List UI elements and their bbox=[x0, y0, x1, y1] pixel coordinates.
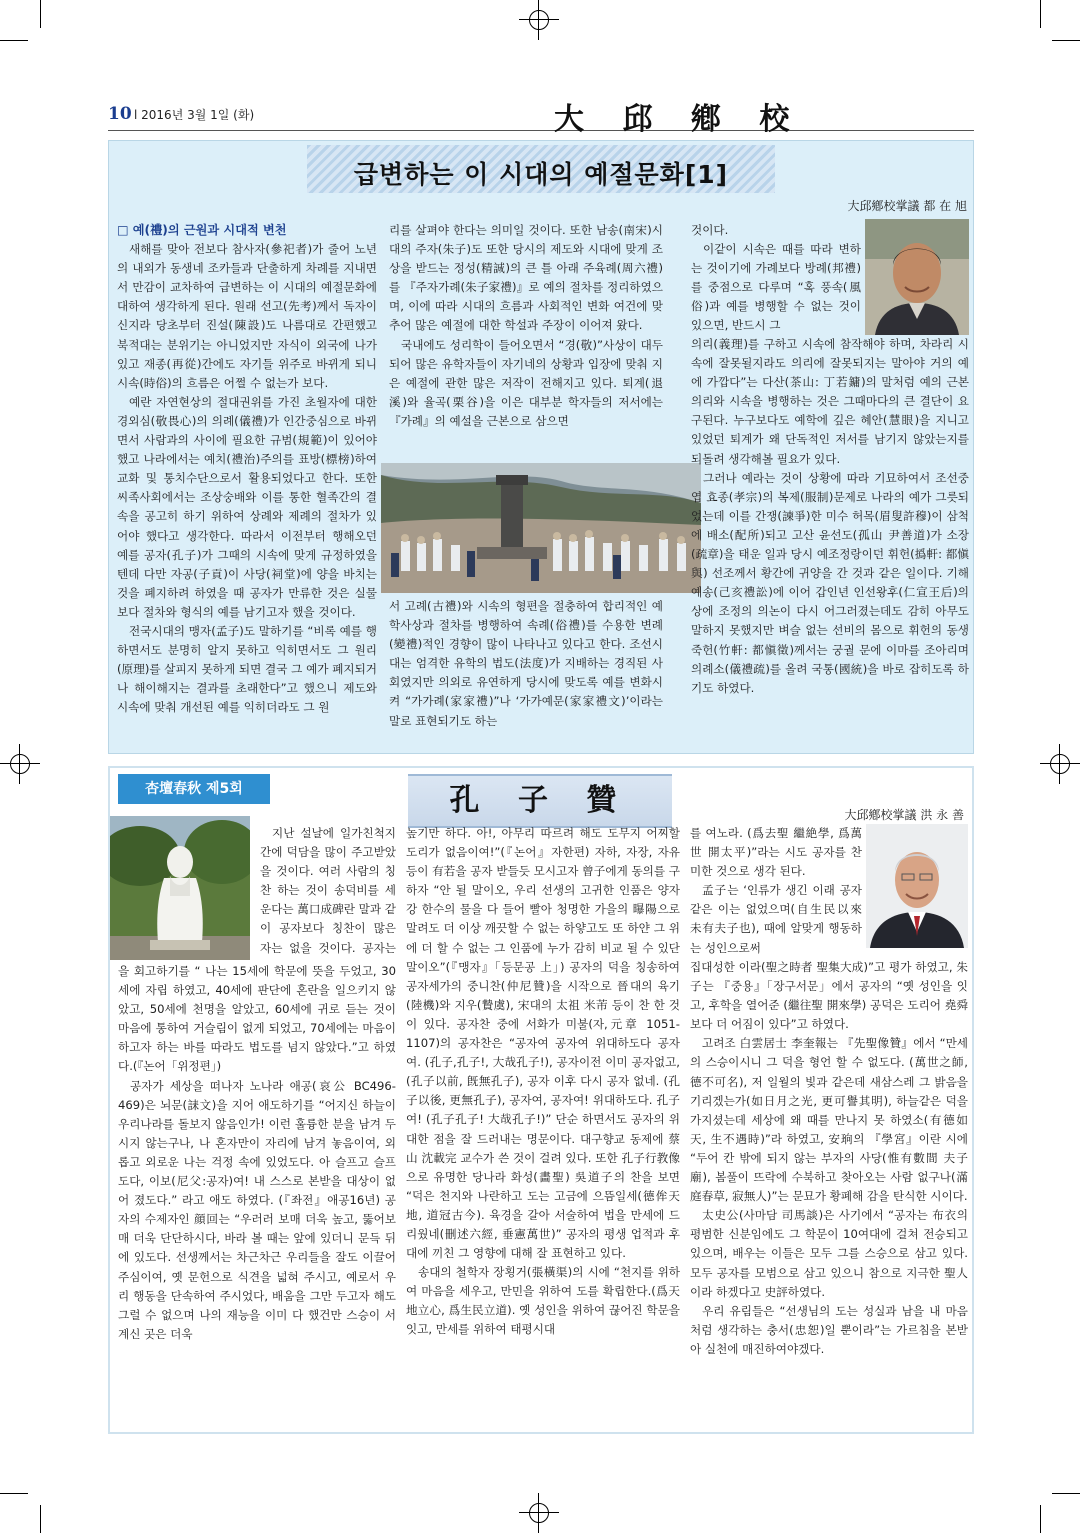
author-portrait bbox=[865, 219, 969, 335]
confucius-statue-photo bbox=[110, 816, 250, 960]
crop-mark bbox=[1052, 40, 1080, 41]
crop-mark bbox=[1052, 1493, 1080, 1494]
paragraph: 것이다. bbox=[691, 223, 729, 237]
paragraph: 송대의 철학자 장횡거(張橫渠)의 시에 “천지를 위하여 마음을 세우고, 만민을 위하여 도를 확립한다.(爲天地立心, 爲生民立道). 옛 성인을 위하여 끊어진 학문을 잇고, 만세를 위하여 태평시대 bbox=[406, 1265, 680, 1337]
paragraph: 의리(義理)를 구하고 시속에 참작해야 하며, 차라리 시속에 잘못될지라도 의리에 잘못되지는 말아야 거의 예에 가깝다”는 다산(茶山: 丁若鏞)의 말처럼 예의 근본 의리와 시속을 병행하는 것은 그때마다의 큰 결단이 요구된다. 누구보다도 예학에 깊은 혜안(慧眼)을 지니고 있었던 퇴계가 왜 단독적인 저서를 남기지 않았는지를 되돌려 생각해볼 필요가 있다. bbox=[691, 337, 969, 466]
page-number: 10 bbox=[108, 104, 132, 124]
paragraph: 서 고례(古禮)와 시속의 형편을 절충하여 합리적인 예학사상과 절차를 병행하여 속례(俗禮)를 수용한 변례(變禮)적인 경향이 많이 나타나고 있다고 한다. 조선시대는 엄격한 유학의 법도(法度)가 지배하는 경직된 사회였지만 의외로 유연하게 당시에 맞도록 예를 변화시켜 “가가례(家家禮)”나 ‘가가예문(家家禮文)’이라는 말로 표현되기도 하는 bbox=[389, 599, 663, 728]
article-column-2-top bbox=[389, 221, 663, 459]
registration-mark-top bbox=[519, 0, 559, 40]
article-title-banner bbox=[307, 145, 775, 193]
article-subhead: □ 예(禮)의 근원과 시대적 변천 bbox=[117, 223, 287, 237]
crop-mark bbox=[40, 0, 41, 28]
article-column-1-bottom bbox=[118, 962, 396, 1422]
paragraph: 전국시대의 맹자(孟子)도 말하기를 “비록 예를 행하면서도 분명히 알지 못하고 익히면서도 그 원리(原理)를 살피지 못하게 되면 결국 그 예가 폐지되거나 해이해지는 결과를 초래한다”고 했으니 제도와 시속에 맞춰 개선된 예를 익히더라도 그 원 bbox=[117, 623, 377, 715]
crop-mark bbox=[0, 1493, 28, 1494]
page-header bbox=[108, 96, 974, 137]
article-byline: 大邱鄕校掌議 都 在 旭 bbox=[847, 199, 967, 213]
paragraph: 을 회고하기를 “ 나는 15세에 학문에 뜻을 두었고, 30세에 자립 하였고, 40세에 판단에 혼란을 일으키지 않았고, 50세에 천명을 알았고, 60세에 귀로 듣는 것이 마음에 통하여 거슬림이 없게 되었고, 70세에는 마음이 하고자 하는 바를 따라도 법도를 넘지 않았다.”고 하였다.(『논어「위정편」) bbox=[118, 964, 396, 1074]
paragraph: 지난 설날에 일가친척지간에 덕담을 많이 주고받았을 것이다. 여러 사람의 칭찬 하는 것이 송덕비를 세운다는 萬口成碑란 말과 같이 공자보다 칭찬이 많은 자는 없을 것이다. 공자는 bbox=[260, 826, 396, 955]
paragraph: 집대성한 이라(聖之時者 聖集大成)”고 평가 하였고, 朱子는 『중용』「장구서문」에서 공자의 “옛 성인을 잇고, 후학을 열어준 (繼往聖 開來學) 공덕은 도리어 堯舜 보다 더 어짐이 있다”고 하였다. bbox=[690, 960, 968, 1032]
article-column-2 bbox=[406, 824, 680, 1422]
issue-date: l 2016년 3월 1일 (화) bbox=[134, 108, 255, 122]
paragraph: 를 여노라. (爲去聖 繼絶學, 爲萬世 開太平)”라는 시도 공자를 찬미한 것으로 생각 된다. bbox=[690, 826, 862, 879]
paragraph: 太史公(사마담 司馬談)은 사기에서 “공자는 布衣의 평범한 신분임에도 그 학문이 10여대에 걸쳐 전승되고 있으며, 배우는 이들은 모두 그를 스승으로 삼고 있다. 모두 공자를 모범으로 삼고 있으니 참으로 지극한 聖人이라 하겠다고 史評하였다. bbox=[690, 1208, 968, 1299]
article-confucius-praise bbox=[108, 766, 974, 1434]
crop-mark bbox=[1040, 1505, 1041, 1533]
series-kicker: 杏壇春秋 제5회 bbox=[118, 774, 270, 804]
crop-mark bbox=[1040, 0, 1041, 28]
registration-mark-bottom bbox=[519, 1493, 559, 1533]
article-column-3-top bbox=[691, 221, 861, 335]
masthead: 大 邱 鄕 校 bbox=[554, 102, 804, 137]
article-column-3-bottom bbox=[690, 958, 968, 1422]
paragraph: 孟子는 ‘인류가 생긴 이래 공자 같은 이는 없었으며(自生民以來 未有夫子也), 때에 알맞게 행동하는 성인으로써 bbox=[690, 883, 862, 955]
article-column-3-bottom bbox=[691, 335, 969, 749]
paragraph: 공자가 세상을 떠나자 노나라 애공(哀公 BC496-469)은 뇌문(誄文)을 지어 애도하기를 “어지신 하늘이 우리나라를 돌보지 않음인가! 이런 훌륭한 분을 남겨 두시지 않는구나, 나 혼자만이 자리에 남겨 놓음이여, 외롭고 외로운 나는 걱정 속에 있었도다. 아 슬프고 슬프도다, 이보(尼父:공자)여! 내 스스로 본받을 대상이 없어 졌도다.” 라고 애도 하였다. (『좌전』애공16년) 공자의 수제자인 顔回는 “우러러 보매 더욱 높고, 뚫어보매 더욱 단단하시다, 바라 볼 때는 앞에 있더니 문득 뒤에 있도다. 선생께서는 차근차근 우리들을 잘도 이끌어 주심이여, 옛 문헌으로 식견을 넓혀 주시고, 예로서 우리 행동을 단속하여 주시었다, 배움을 그만 두고자 해도 그럴 수 없으며 나의 재능을 이미 다 했건만 스승이 서 계신 곳은 더욱 bbox=[118, 1078, 396, 1341]
article-column-1 bbox=[117, 221, 377, 749]
paragraph: 국내에도 성리학이 들어오면서 “경(敬)”사상이 대두되어 많은 유학자들이 자기네의 상황과 입장에 맞춰 지은 예절에 관한 많은 저작이 전해지고 있다. 퇴계(退溪)와 율곡(栗谷)을 이은 대부분 학자들의 저서에는 『가례』의 예설을 근본으로 삼으면 bbox=[389, 337, 663, 428]
author-portrait bbox=[866, 824, 968, 948]
article-column-1-top bbox=[260, 824, 396, 958]
paragraph: 우리 유림들은 “선생님의 도는 성실과 남을 내 마음처럼 생각하는 충서(忠恕)일 뿐이라”는 가르침을 본받아 실천에 매진하여야겠다. bbox=[690, 1303, 968, 1356]
article-byline: 大邱鄕校掌議 洪 永 善 bbox=[844, 808, 964, 822]
article-etiquette-culture bbox=[108, 140, 974, 754]
article-title: 孔 子 贊 bbox=[449, 783, 631, 818]
paragraph: 이같이 시속은 때를 따라 변하는 것이기에 가례보다 방례(邦禮)를 중점으로 다루며 “혹 풍속(風俗)과 예를 병행할 수 없는 것이 있으면, 반드시 그 bbox=[691, 242, 861, 333]
registration-mark-left bbox=[0, 744, 40, 784]
paragraph: 예란 자연현상의 절대권위를 가진 초월자에 대한 경외심(敬畏心)의 의례(儀禮)가 인간중심으로 바뀌면서 사람과의 사이에 필요한 규범(規範)이 있어야 했고 나라에서는 예치(禮治)주의를 표방(標榜)하여 교화 및 통치수단으로서 활용되었다고 한다. 또한 씨족사회에서는 조상숭배와 이를 통한 혈족간의 결속을 공고히 하기 위하여 상례와 제례의 절차가 있어야 했다고 생각한다. 따라서 이전부터 행해오던 예를 공자(孔子)가 그때의 시속에 맞게 규정하였을 텐데 다만 자공(子貢)이 사당(祠堂)에 양을 바치는 것을 폐지하려 하였을 때 공자가 만류한 것은 실물보다 절차와 형식의 예를 남기고자 했을 것이다. bbox=[117, 394, 377, 619]
registration-mark-right bbox=[1040, 744, 1080, 784]
ceremony-photo bbox=[381, 463, 701, 593]
paragraph: 높기만 하다. 아!, 아무리 따르려 해도 도무지 어찌할 도리가 없음이여!”(『논어』자한편) 자하, 자장, 자유 등이 有若을 공자 받들듯 모시고자 曾子에게 동의를 구하자 “안 될 말이오, 우리 선생의 고귀한 인품은 양자강 한수의 물을 다 들어 빨아 청명한 가을의 曝陽으로 말려도 더 이상 깨끗할 수 없는 하얗고도 또 하얀 그 위에 더 할 수 없는 그 인품에 누가 감히 비교 될 수 있단 말이오”(『맹자』「등문공 上」) 공자의 덕을 칭송하여 공자세가의 중니찬(仲尼贊)을 시작으로 晉대의 육기(陸機)와 지우(贄虞), 宋대의 太祖 米芾 등이 찬 한 것이 있다. 공자찬 중에 서화가 미불(자,元章 1051-1107)의 공자찬은 “공자여 공자여 위대하도다 공자여. (孔子,孔子!, 大哉孔子!), 공자이전 이미 공자없고,(孔子以前, 旣無孔子), 공자 이후 다시 공자 없네. (孔子以後, 更無孔子), 공자여, 공자여! 위대하도다. 孔子여! (孔子孔子! 大哉孔子!)” 단순 하면서도 공자의 위대한 점을 잘 드러내는 명문이다. 대구향교 동제에 蔡山 沈載完 교수가 쓴 것이 걸려 있다. 또한 孔子行教像으로 유명한 당나라 화성(畵聖) 吳道子의 찬을 보면 “덕은 천지와 나란하고 도는 고금에 으뜸일세(德侔天地, 道冠古今). 육경을 갈아 서술하여 법을 만세에 드리웠네(刪述六經, 垂憲萬世)” 공자의 평생 업적과 후대에 끼친 그 영향에 대해 잘 표현하고 있다. bbox=[406, 826, 680, 1261]
article-column-2-bottom bbox=[389, 597, 663, 749]
paragraph: 고려조 白雲居士 李奎報는 『先聖像贊』에서 “만세의 스승이시니 그 덕을 형언 할 수 없도다. (萬世之師, 德不可名), 저 일월의 빛과 같은데 새삼스레 그 밝음을 기리겠는가(如日月之光, 更可譽其明), 하늘같은 덕을 가지셨는데 세상에 왜 때를 만나지 못 하였소(有德如天, 生不遇時)”라 하였고, 安珦의 『學宮』이란 시에 “두어 칸 밖에 되지 않는 부자의 사당(惟有數間 夫子廟), 봄풀이 뜨락에 수북하고 찾아오는 사람 없구나(滿庭春草, 寂無人)”는 문묘가 황폐해 감을 탄식한 시이다. bbox=[690, 1036, 968, 1204]
article-title: 급변하는 이 시대의 예절문화[1] bbox=[353, 160, 729, 189]
paragraph: 리를 살펴야 한다는 의미일 것이다. 또한 남송(南宋)시대의 주자(朱子)도 또한 당시의 제도와 시대에 맞게 조상을 받드는 정성(精誠)의 큰 틀 아래 주육례(周六禮)를 『주자가례(朱子家禮)』로 예의 절차를 정리하였으며, 이에 따라 시대의 흐름과 사회적인 변화 여건에 맞추어 많은 예절에 대한 학설과 주장이 이어져 왔다. bbox=[389, 223, 663, 333]
article-title-banner bbox=[408, 774, 672, 828]
paragraph: 새해를 맞아 전보다 참사자(參祀者)가 줄어 노년의 내외가 동생네 조카들과 단출하게 차례를 지내면서 만감이 교차하여 급변하는 이 시대의 예절문화에 대하여 생각하게 된다. 원래 선고(先考)께서 독자이신지라 당초부터 진설(陳設)도 나름대로 간편했고 북적대는 분위기는 아니었지만 자식이 외국에 나가있고 재종(再從)간에도 자기들 위주로 바뀌게 되니 시속(時俗)의 흐름은 어쩔 수 없는가 보다. bbox=[117, 242, 377, 390]
paragraph: 그러나 예라는 것이 상황에 따라 기묘하여서 조선중엽 효종(孝宗)의 복제(服制)문제로 나라의 예가 그릇되었는데 이를 간쟁(諫爭)한 미수 허목(眉叟許穆)이 삼척에 배소(配所)되고 고산 윤선도(孤山 尹善道)가 소장(疏章)을 태운 일과 당시 예조정랑이던 휘헌(撝軒: 都愼與) 선조께서 황간에 귀양을 간 것과 같은 일이다. 기해예송(己亥禮訟)에 이어 갑인년 인선왕후(仁宣王后)의 상에 조정의 의논이 다시 어그러졌는데도 감히 아무도 말하지 못했지만 벼슬 없는 선비의 몸으로 휘헌의 동생 죽헌(竹軒: 都愼徵)께서는 궁궐 문에 이마를 조아리며 의례소(儀禮疏)를 올려 국통(國統)을 바로 잡히도록 하기도 하였다. bbox=[691, 470, 969, 695]
crop-mark bbox=[40, 1505, 41, 1533]
article-column-3-top bbox=[690, 824, 862, 958]
crop-mark bbox=[0, 40, 28, 41]
